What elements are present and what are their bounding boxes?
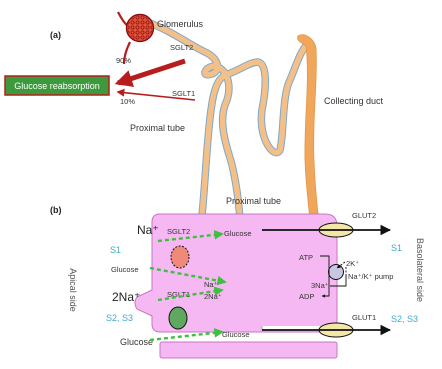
na3-label: 3Na⁺ [311,281,329,290]
glucose-apical-bottom: Glucose [120,337,154,347]
panel-b [50,196,425,358]
sglt2-label-a: SGLT2 [170,43,194,52]
pct-10-label: 10% [120,97,136,106]
pump-label: Na⁺/K⁺ pump [348,272,394,281]
na-k-pump [329,265,344,280]
panel-a-tag: (a) [50,30,61,40]
s1-left-label: S1 [110,245,122,255]
na2-apical: 2Na⁺ [112,290,141,304]
atp-label: ATP [299,253,314,262]
glucose-reabsorption-label: Glucose reabsorption [14,81,100,91]
s23-right-label: S2, S3 [391,314,419,324]
sglt1-transporter [169,307,187,329]
glut1-label: GLUT1 [352,313,377,322]
k2-label: 2K⁺ [346,259,360,268]
s1-right-label: S1 [391,243,403,253]
glucose-apical-top: Glucose [111,265,139,274]
pct-90-label: 90% [116,56,132,65]
sglt2-transporter [171,246,189,268]
glucose-in-bottom: Glucose [222,330,250,339]
collecting-duct-label: Collecting duct [324,96,384,106]
glomerulus-label: Glomerulus [157,19,204,29]
glut2-label: GLUT2 [352,211,377,220]
sglt1-label-b: SGLT1 [167,290,191,299]
basolateral-side-label: Basolateral side [415,237,425,303]
glucose-in-top: Glucose [224,229,252,238]
s23-left-label: S2, S3 [106,313,134,323]
na-apical-top: Na⁺ [137,223,159,237]
glucose-to-glucose-arrow-bottom [150,332,222,340]
na-in-label: Na⁺ [204,280,218,289]
sglt1-label-a: SGLT1 [172,89,196,98]
sglt2-label-b: SGLT2 [167,227,191,236]
proximal-tube-label-a: Proximal tube [130,123,186,133]
na2-in-label: 2Na⁺ [204,292,222,301]
proximal-tube-label-b: Proximal tube [226,196,282,206]
panel-b-tag: (b) [50,205,62,215]
adp-label: ADP [299,292,315,301]
collecting-duct-shape [297,35,320,232]
adjacent-cell [160,342,337,358]
apical-side-label: Apical side [68,268,78,312]
